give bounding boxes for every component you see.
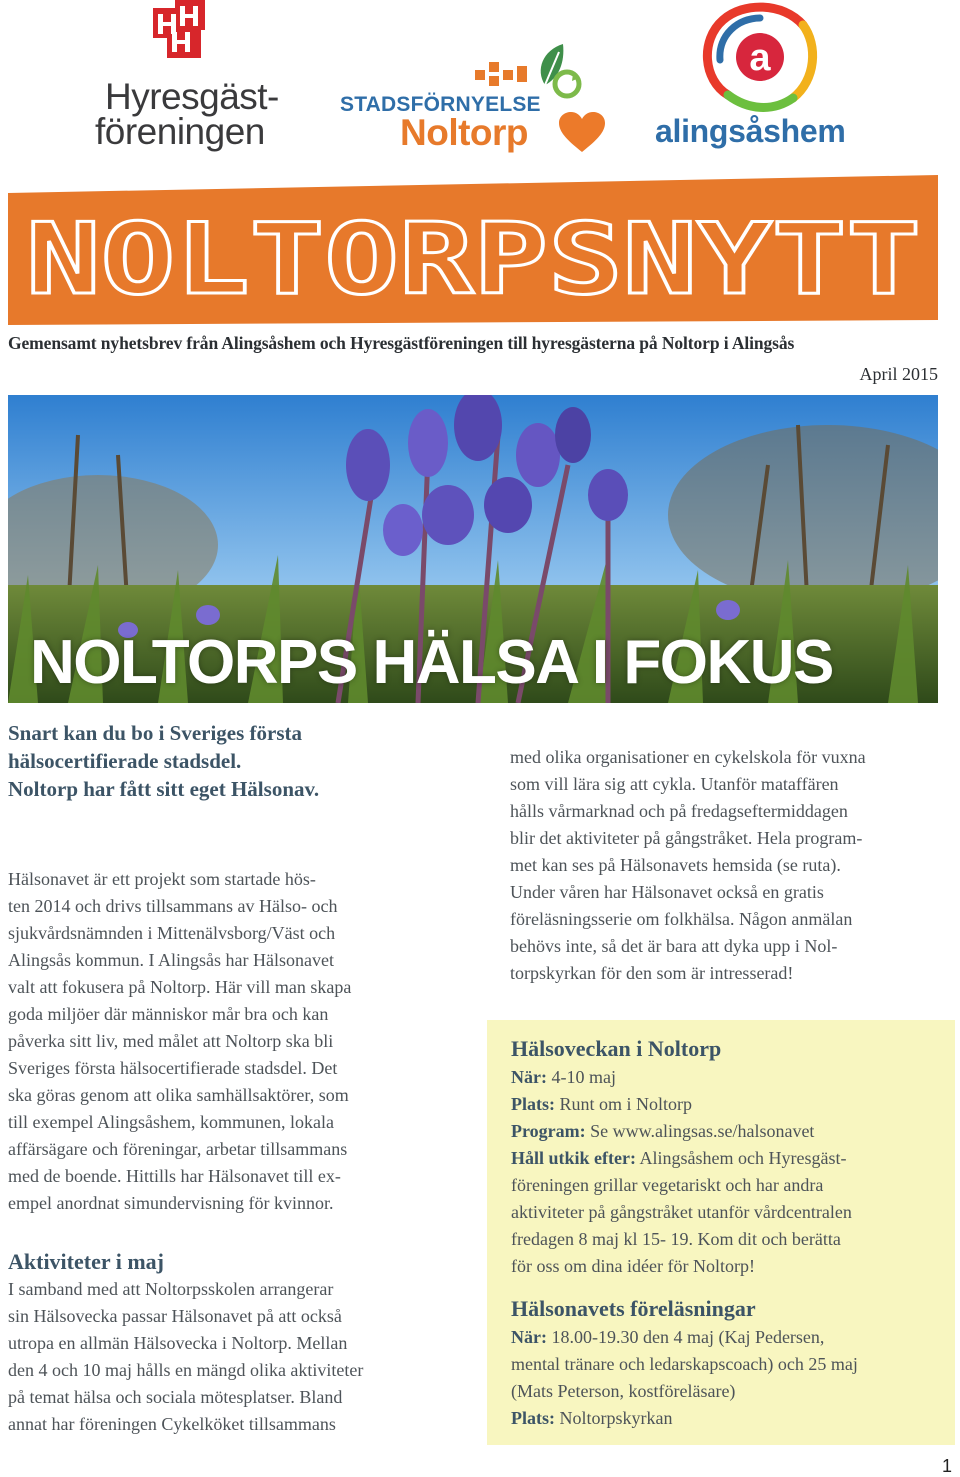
- info-box-lectures-title: Hälsonavets föreläsningar: [511, 1296, 756, 1321]
- alingsashem-logo: [655, 0, 870, 160]
- info-box: [487, 1020, 955, 1445]
- info-watch-row: [511, 1145, 951, 1172]
- info-lecture-place-row: [511, 1405, 951, 1432]
- hyresgastforeningen-logo: [95, 0, 280, 160]
- text-line: goda miljöer där människor mår bra och kan: [8, 1004, 329, 1024]
- text-line: fredagen 8 maj kl 15- 19. Kom dit och berätta: [511, 1229, 841, 1249]
- lead-paragraph: [8, 719, 428, 803]
- text-line: till exempel Alingsåshem, kommunen, lokala: [8, 1112, 334, 1132]
- hero-photo: [8, 395, 938, 703]
- text-line: Under våren har Hälsonavet också en gratis: [510, 882, 824, 902]
- alingsashem-text: alingsåshem: [655, 113, 846, 149]
- lead-line: Snart kan du bo i Sveriges första: [8, 721, 303, 745]
- label-lecture-place: Plats:: [511, 1408, 555, 1428]
- info-place-row: [511, 1091, 951, 1118]
- stadsfornyelse-logo: [335, 40, 615, 160]
- text-line: I samband med att Noltorpsskolen arrangerar: [8, 1279, 334, 1299]
- page-number: 1: [941, 1456, 952, 1476]
- text-line: met kan ses på Hälsonavets hemsida (se ruta).: [510, 855, 841, 875]
- intro-paragraph: [8, 866, 448, 1217]
- text-line: annat har föreningen Cykelköket tillsammans: [8, 1414, 336, 1434]
- label-watch: Håll utkik efter:: [511, 1148, 636, 1168]
- text-line: föreläsningsserie om folkhälsa. Någon anmälan: [510, 909, 853, 929]
- value-program: Se www.alingsas.se/halsonavet: [590, 1121, 815, 1141]
- text-line: torpskyrkan för den som är intresserad!: [510, 963, 794, 983]
- text-line: föreningen grillar vegetariskt och har andra: [511, 1175, 824, 1195]
- text-line: Sveriges första hälsocertifierade stadsdel. Det: [8, 1058, 338, 1078]
- value-place: Runt om i Noltorp: [559, 1094, 693, 1114]
- text-line: blir det aktiviteter på gångstråket. Hela program-: [510, 828, 863, 848]
- text-line: utropa en allmän Hälsovecka i Noltorp. Mellan: [8, 1333, 348, 1353]
- label-when: När:: [511, 1067, 547, 1087]
- right-column-paragraph: [510, 744, 950, 987]
- noltorp-logo-text: Noltorp: [400, 112, 529, 153]
- text-line: som vill lära sig att cykla. Utanför mataffären: [510, 774, 839, 794]
- issue-date: April 2015: [859, 364, 938, 384]
- lead-line: Noltorp har fått sitt eget Hälsonav.: [8, 777, 320, 801]
- ash-mark-letter: a: [749, 37, 771, 79]
- text-line: aktiviteter på gångstråket utanför vårdcentralen: [511, 1202, 852, 1222]
- activities-heading: Aktiviteter i maj: [8, 1249, 164, 1274]
- text-line: empel anordnat simundervisning för kvinnor.: [8, 1193, 334, 1213]
- text-line: sjukvårdsnämnden i Mittenälvsborg/Väst och: [8, 923, 336, 943]
- label-place: Plats:: [511, 1094, 555, 1114]
- heart-icon: [557, 110, 607, 155]
- label-lecture-when: När:: [511, 1327, 547, 1347]
- newsletter-subtitle: Gemensamt nyhetsbrev från Alingsåshem och Hyresgästföreningen till hyresgästerna på Noltorp i Alingsås: [8, 333, 795, 353]
- alingsashem-a-icon: [698, 0, 818, 115]
- hgf-logo-line2: föreningen: [95, 111, 265, 152]
- text-line: valt att fokusera på Noltorp. Här vill man skapa: [8, 977, 352, 997]
- info-box-week-title: Hälsoveckan i Noltorp: [511, 1036, 722, 1061]
- lead-line: hälsocertifierade stadsdel.: [8, 749, 242, 773]
- text-line: med olika organisationer en cykelskola för vuxna: [510, 747, 866, 767]
- value-lecture-when: 18.00-19.30 den 4 maj (Kaj Pedersen,: [551, 1327, 825, 1347]
- text-line: på temat hälsa och sociala mötesplatser. Bland: [8, 1387, 343, 1407]
- text-line: (Mats Peterson, kostföreläsare): [511, 1381, 736, 1401]
- text-line: för oss om dina idéer för Noltorp!: [511, 1256, 755, 1276]
- label-program: Program:: [511, 1121, 586, 1141]
- text-line: behövs inte, så det är bara att dyka upp i Nol-: [510, 936, 838, 956]
- info-lecture-when-row: [511, 1324, 951, 1351]
- text-line: med de boende. Hittills har Hälsonavet till ex-: [8, 1166, 341, 1186]
- text-line: Alingsås kommun. I Alingsås har Hälsonavet: [8, 950, 334, 970]
- activities-paragraph: [8, 1276, 448, 1438]
- text-line: hålls vårmarknad och på fredagseftermiddagen: [510, 801, 848, 821]
- people-leaf-recycle-icon: [475, 40, 595, 100]
- value-watch: Alingsåshem och Hyresgäst-: [639, 1148, 847, 1168]
- stadsfornyelse-text: STADSFÖRNYELSE: [340, 93, 541, 116]
- hgf-house-icon: [153, 0, 213, 60]
- masthead-banner: [8, 175, 938, 325]
- hgf-logo-line1: Hyresgäst-: [105, 76, 279, 117]
- text-line: sin Hälsovecka passar Hälsonavet på att också: [8, 1306, 342, 1326]
- text-line: den 4 och 10 maj hålls en mängd olika aktiviteter: [8, 1360, 364, 1380]
- hero-headline: NOLTORPS HÄLSA I FOKUS: [30, 628, 833, 697]
- text-line: Hälsonavet är ett projekt som startade hös-: [8, 869, 316, 889]
- value-when: 4-10 maj: [551, 1067, 616, 1087]
- info-program-row: [511, 1118, 951, 1145]
- text-line: påverka sitt liv, med målet att Noltorp ska bli: [8, 1031, 334, 1051]
- text-line: affärsägare och föreningar, arbetar tillsammans: [8, 1139, 348, 1159]
- masthead-title: NOLTORPSNYTT: [26, 203, 921, 317]
- info-when-row: [511, 1064, 951, 1091]
- text-line: ska göras genom att olika samhällsaktörer, som: [8, 1085, 349, 1105]
- text-line: mental tränare och ledarskapscoach) och 25 maj: [511, 1354, 858, 1374]
- value-lecture-place: Noltorpskyrkan: [559, 1408, 673, 1428]
- text-line: ten 2014 och drivs tillsammans av Hälso- och: [8, 896, 338, 916]
